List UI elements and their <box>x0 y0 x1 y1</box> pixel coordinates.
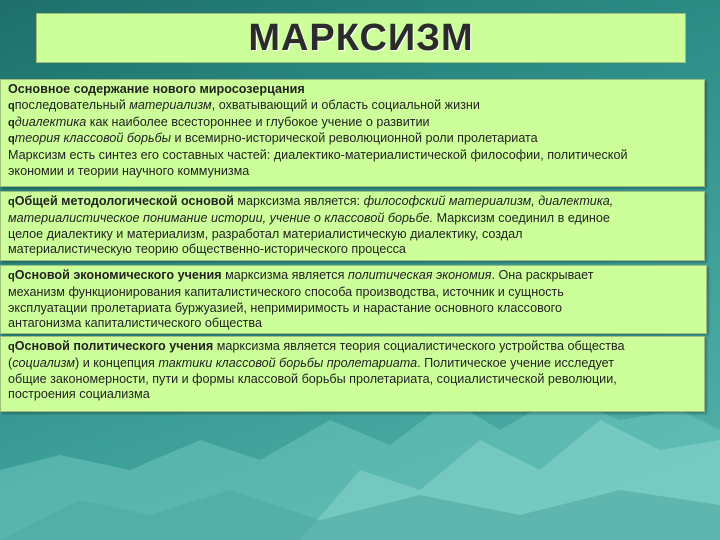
paragraph-line <box>8 211 700 227</box>
bullet-icon: q <box>8 270 15 282</box>
title-banner <box>36 13 686 63</box>
bullet-icon: q <box>8 99 15 112</box>
page-title: МАРКСИЗМ <box>248 16 474 59</box>
item-text: как наиболее всестороннее и глубокое учение о развитии <box>86 114 430 129</box>
bullet-icon: q <box>8 116 15 129</box>
item-term: социализм <box>12 355 76 370</box>
item-text: , охватывающий и область социальной жизни <box>211 97 480 112</box>
bullet-icon: q <box>8 133 15 146</box>
item-text: марксизма является: <box>233 194 364 208</box>
item-text: последовательный <box>14 97 130 112</box>
paragraph-line: эксплуатации пролетариата буржуазией, непримиримость и нарастание основного классового <box>8 300 562 315</box>
item-term: материалистическое понимание истории, учение о классовой борьбе. <box>8 210 434 225</box>
item-term: диалектика <box>14 114 87 129</box>
list-item <box>8 131 700 148</box>
item-term: философский материализм, диалектика, <box>363 194 614 208</box>
paragraph-line <box>8 356 700 372</box>
key-term: Общей методологической основой <box>14 194 234 208</box>
paragraph-line <box>8 194 700 211</box>
paragraph-line: антагонизма капиталистического общества <box>8 316 262 331</box>
item-term: теория классовой борьбы <box>14 131 171 146</box>
paragraph-line: целое диалектику и материализм, разработал материалистическую диалектику, создал <box>8 226 523 241</box>
content-block-methodology <box>0 191 705 261</box>
list-item <box>8 98 700 115</box>
paragraph-line: материалистическую теорию общественно-исторического процесса <box>8 242 406 257</box>
content-block-politics <box>0 336 705 412</box>
item-text: марксизма является <box>221 268 348 282</box>
paragraph-line <box>8 339 700 356</box>
item-text: ( <box>8 355 13 370</box>
paragraph-line <box>8 268 702 285</box>
paragraph-line: построения социализма <box>8 387 150 402</box>
item-term: материализм <box>129 97 212 112</box>
content-block-economics <box>0 265 707 334</box>
block-heading: Основное содержание нового миросозерцания <box>8 82 305 96</box>
list-item <box>8 115 700 132</box>
item-text: Марксизм соединил в единое <box>433 210 610 225</box>
key-term: Основой экономического учения <box>14 268 222 282</box>
paragraph-line: общие закономерности, пути и формы классовой борьбы пролетариата, социалистической революции, <box>8 371 617 386</box>
item-text: марксизма является теория социалистического устройства общества <box>213 339 625 353</box>
bullet-icon: q <box>8 341 15 353</box>
key-term: Основой политического учения <box>14 339 214 353</box>
paragraph-line: Марксизм есть синтез его составных частей: диалектико-материалистической философии, политической <box>8 148 628 163</box>
item-text: . Политическое учение исследует <box>417 355 614 370</box>
item-text: ) и концепция <box>75 355 159 370</box>
paragraph-line: экономии и теории научного коммунизма <box>8 163 250 178</box>
item-term: политическая экономия <box>347 268 492 282</box>
item-text: . Она раскрывает <box>491 268 594 282</box>
item-term: тактики классовой борьбы пролетариата <box>158 355 418 370</box>
item-text: и всемирно-исторической революционной роли пролетариата <box>171 131 538 146</box>
content-block-main-content <box>0 79 705 187</box>
bullet-icon: q <box>8 196 15 208</box>
paragraph-line: механизм функционирования капиталистического способа производства, источник и сущность <box>8 284 564 299</box>
